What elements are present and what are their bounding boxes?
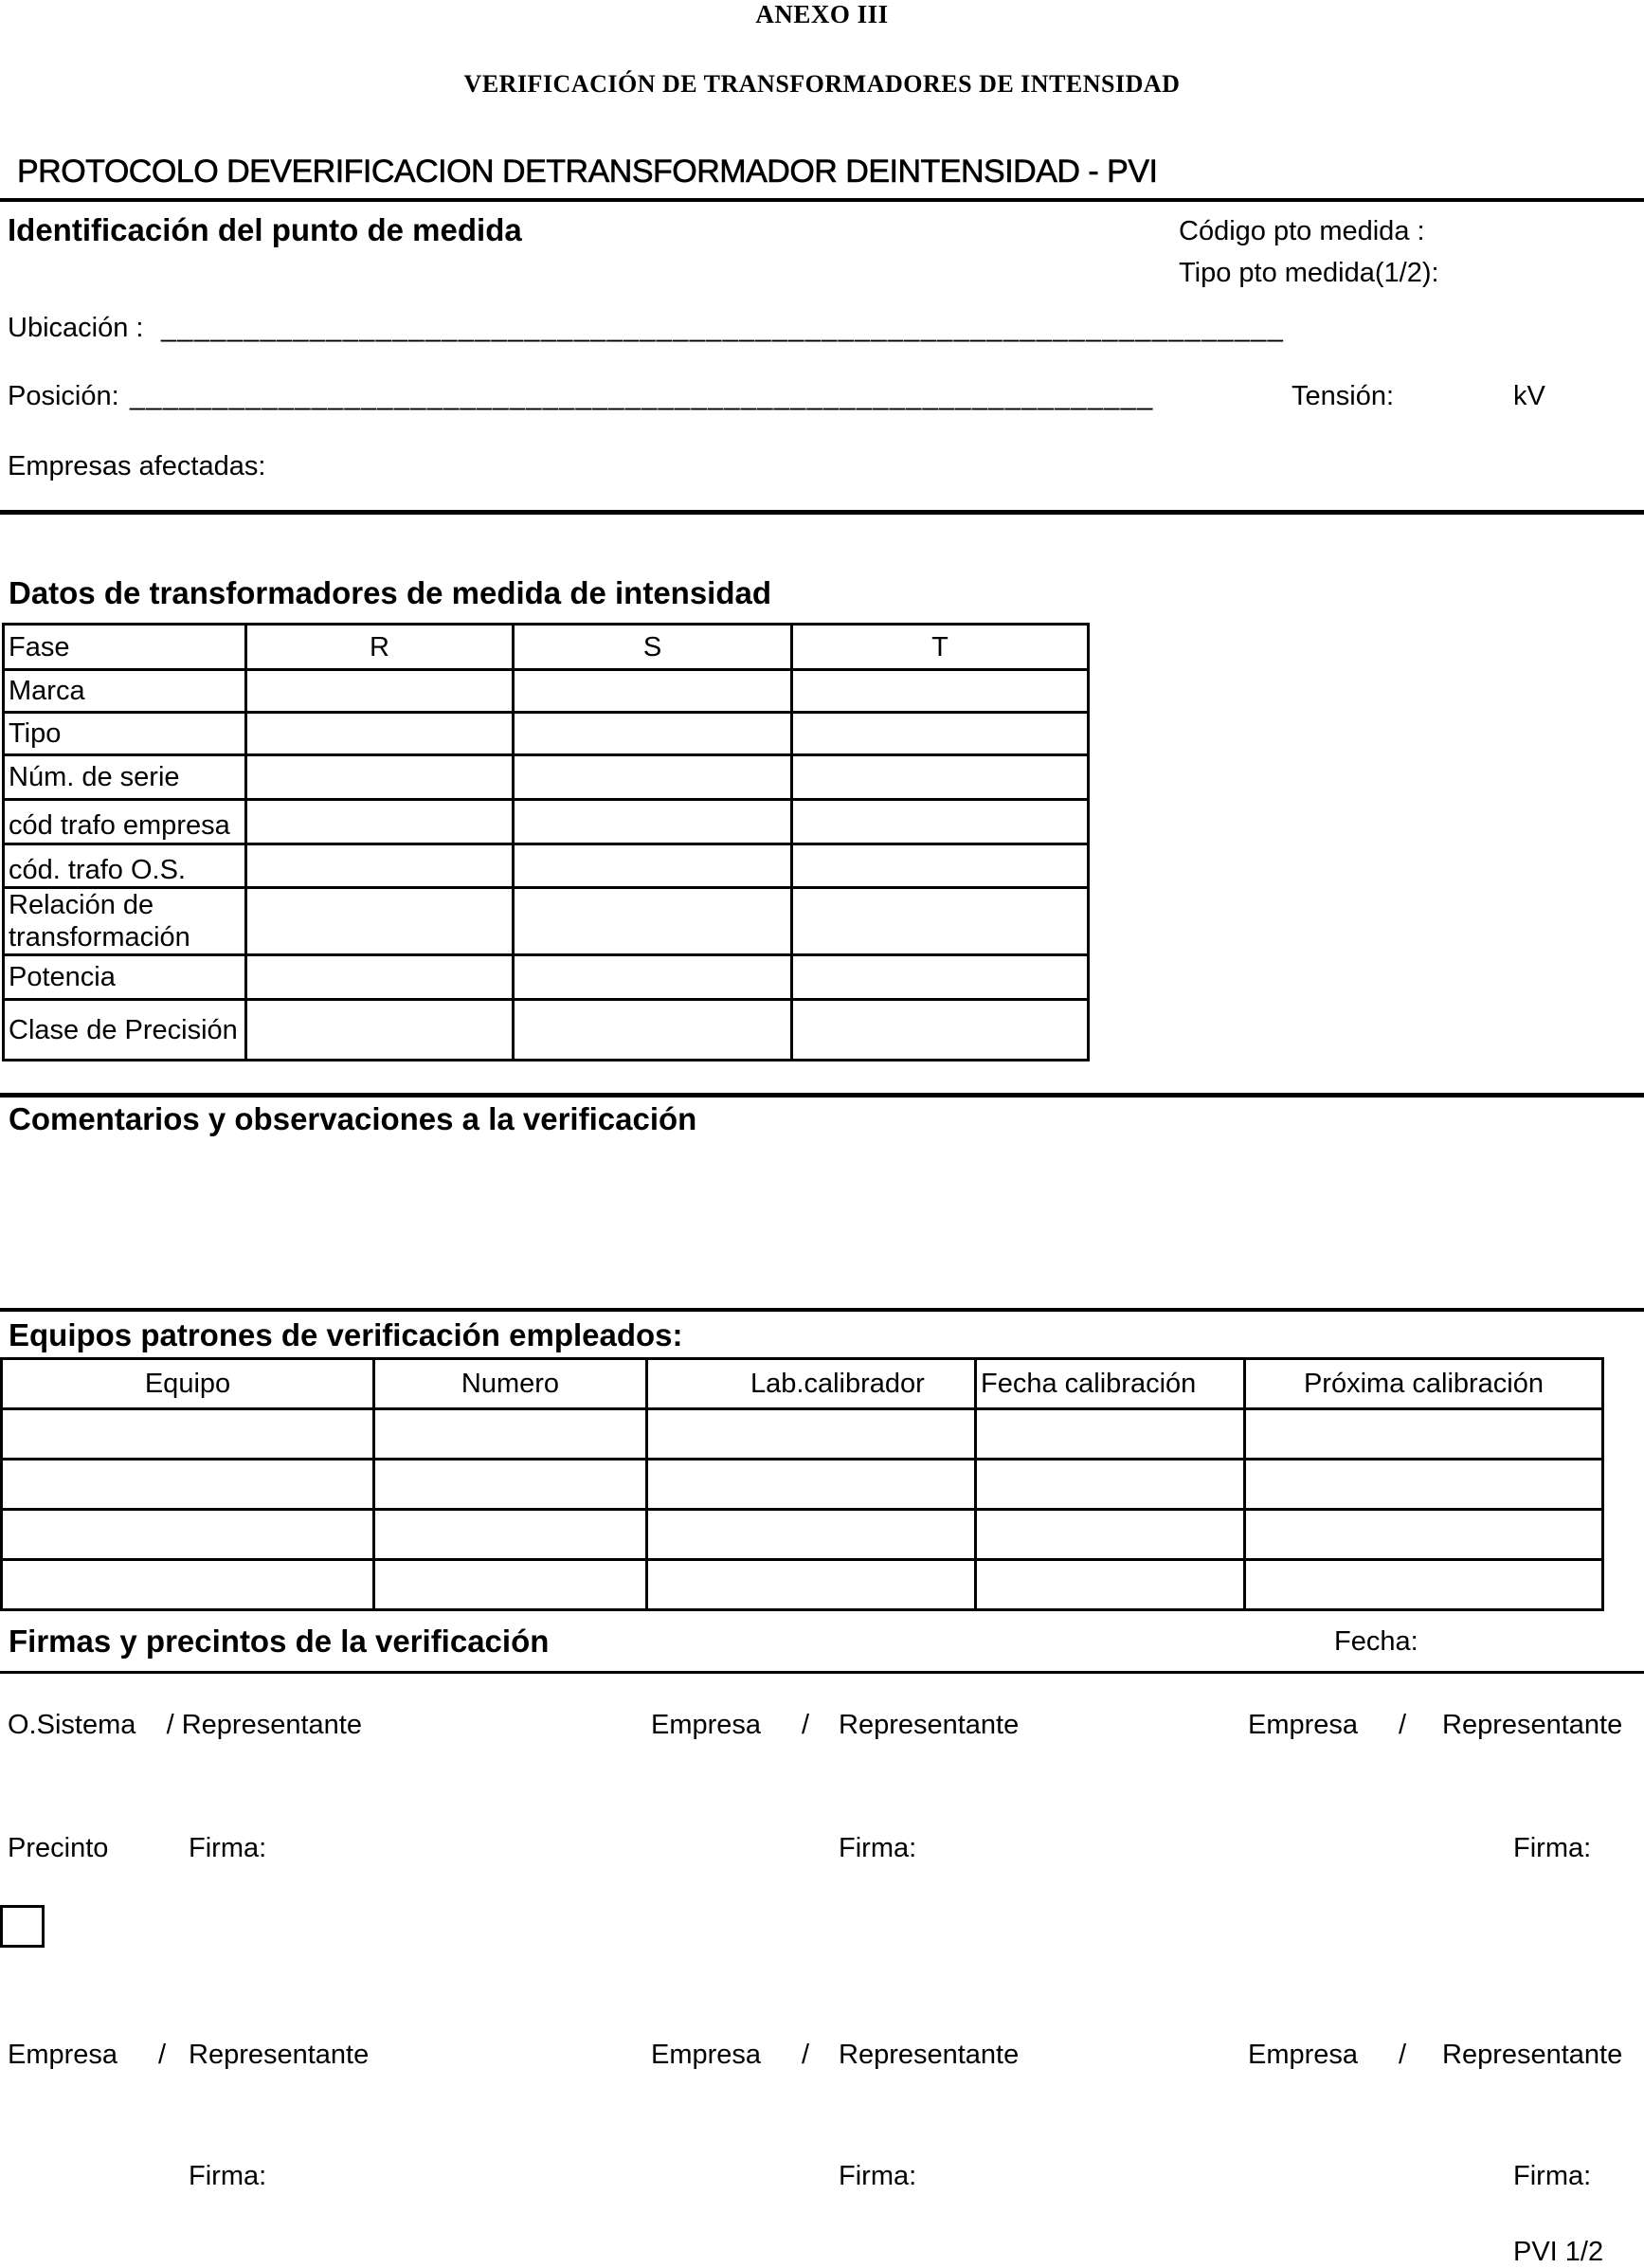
firma-label: Firma: [839,1833,917,1863]
signer-representante-label: Representante [839,1710,1020,1740]
cell-input[interactable] [246,713,514,755]
fecha-label: Fecha: [1334,1626,1418,1657]
divider [0,1308,1644,1312]
divider [0,1671,1644,1674]
cell-input[interactable] [2,1409,374,1460]
cell-input[interactable] [1245,1460,1603,1510]
cell-input[interactable] [246,1000,514,1061]
table-row [4,888,1089,955]
cell-input[interactable] [514,844,792,888]
ubicacion-label: Ubicación : [8,313,144,343]
cell-input[interactable] [374,1460,647,1510]
cell-input[interactable] [647,1510,976,1560]
signer-empresa-label: Empresa [8,2040,118,2070]
tipo-label: Tipo pto medida(1/2): [1179,258,1439,288]
comments-heading: Comentarios y observaciones a la verificación [9,1101,697,1136]
signer-os-representante: O.Sistema / Representante [8,1710,362,1740]
table-row [4,1000,1089,1061]
table-row [4,955,1089,1000]
signer-empresa-label: Empresa [1248,2040,1359,2070]
cell-input[interactable] [246,670,514,713]
signer-representante-label: Representante [1442,1710,1623,1740]
cell-input[interactable] [792,755,1089,800]
signer-empresa-label: Empresa [651,2040,762,2070]
column-header-fecha-calibracion: Fecha calibración [976,1359,1245,1409]
page-code: PVI 1/2 [1513,2237,1604,2267]
cell-input[interactable] [374,1510,647,1560]
table-row [4,670,1089,713]
column-header-numero: Numero [374,1359,647,1409]
cell-input[interactable] [246,844,514,888]
firma-label: Firma: [1513,1833,1592,1863]
cell-input[interactable] [976,1460,1245,1510]
cell-input[interactable] [246,955,514,1000]
row-label-potencia: Potencia [4,955,246,1000]
cell-input[interactable] [792,844,1089,888]
cell-input[interactable] [976,1560,1245,1610]
cell-input[interactable] [792,1000,1089,1061]
table-row [2,1560,1603,1610]
cell-input[interactable] [1245,1560,1603,1610]
empresas-label: Empresas afectadas: [8,451,266,481]
divider [0,198,1644,202]
row-label-clase-precision: Clase de Precisión [4,1000,246,1061]
cell-input[interactable] [647,1460,976,1510]
document-subtitle: VERIFICACIÓN DE TRANSFORMADORES DE INTENSIDAD [463,70,1181,98]
column-header-proxima-calibracion: Próxima calibración [1245,1359,1603,1409]
column-header-equipo: Equipo [2,1359,374,1409]
cell-input[interactable] [374,1409,647,1460]
cell-input[interactable] [1245,1510,1603,1560]
table-header-row [4,625,1089,670]
precinto-label: Precinto [8,1833,109,1863]
signer-empresa-label: Empresa [1248,1710,1359,1740]
cell-input[interactable] [647,1409,976,1460]
cell-input[interactable] [2,1510,374,1560]
row-label-tipo: Tipo [4,713,246,755]
table-row [4,800,1089,844]
cell-input[interactable] [792,800,1089,844]
cell-input[interactable] [514,670,792,713]
cell-input[interactable] [976,1510,1245,1560]
signer-representante-label: Representante [189,2040,370,2070]
column-header-s: S [514,625,792,670]
signer-empresa-label: Empresa [651,1710,762,1740]
firma-label: Firma: [189,2161,267,2191]
cell-input[interactable] [514,755,792,800]
cell-input[interactable] [246,755,514,800]
protocol-title: PROTOCOLO DEVERIFICACION DETRANSFORMADOR DEINTENSIDAD - PVI [17,154,1158,190]
cell-input[interactable] [1245,1409,1603,1460]
table-header-row [2,1359,1603,1409]
divider [0,1093,1644,1098]
cell-input[interactable] [792,955,1089,1000]
cell-input[interactable] [976,1409,1245,1460]
table-row [4,844,1089,888]
cell-input[interactable] [514,888,792,955]
signer-slash: / [1399,1710,1407,1740]
column-header-lab-calibrador: Lab.calibrador [647,1359,976,1409]
table-row [2,1409,1603,1460]
ubicacion-line[interactable]: ____________________________________________________________________ [161,313,1285,343]
firma-label: Firma: [839,2161,917,2191]
identification-heading: Identificación del punto de medida [8,212,522,247]
firma-label: Firma: [1513,2161,1592,2191]
posicion-line[interactable]: ______________________________________________________________ [130,381,1154,411]
cell-input[interactable] [246,888,514,955]
signer-representante-label: Representante [1442,2040,1623,2070]
table-row [4,713,1089,755]
row-label-relacion: Relación de transformación [4,888,246,955]
divider [0,510,1644,515]
row-label-cod-trafo-os: cód. trafo O.S. [4,844,246,888]
annex-title: ANEXO III [755,0,889,28]
signatures-heading: Firmas y precintos de la verificación [9,1624,550,1659]
tension-label: Tensión: [1292,381,1395,411]
cell-input[interactable] [792,713,1089,755]
row-label-marca: Marca [4,670,246,713]
posicion-label: Posición: [8,381,119,411]
cell-input[interactable] [647,1560,976,1610]
transformers-table [2,623,1090,1061]
signer-representante-label: Representante [839,2040,1020,2070]
tension-unit: kV [1513,381,1545,411]
cell-input[interactable] [792,888,1089,955]
codigo-label: Código pto medida : [1179,216,1425,246]
row-label-num-serie: Núm. de serie [4,755,246,800]
cell-input[interactable] [514,713,792,755]
column-header-fase: Fase [4,625,246,670]
cell-input[interactable] [514,800,792,844]
column-header-r: R [246,625,514,670]
signer-slash: / [802,2040,810,2070]
precinto-checkbox[interactable] [0,1905,45,1948]
comments-area[interactable] [0,1142,1644,1303]
table-row [2,1510,1603,1560]
transformers-heading: Datos de transformadores de medida de intensidad [9,575,772,610]
cell-input[interactable] [374,1560,647,1610]
cell-input[interactable] [2,1560,374,1610]
signer-slash: / [1399,2040,1407,2070]
cell-input[interactable] [514,955,792,1000]
signer-slash: / [802,1710,810,1740]
table-row [4,755,1089,800]
cell-input[interactable] [2,1460,374,1510]
equipment-table [0,1357,1604,1611]
signer-slash: / [158,2040,167,2070]
cell-input[interactable] [514,1000,792,1061]
cell-input[interactable] [246,800,514,844]
row-label-cod-trafo-empresa: cód trafo empresa [4,800,246,844]
table-row [2,1460,1603,1510]
equipment-heading: Equipos patrones de verificación empleados: [9,1317,683,1352]
column-header-t: T [792,625,1089,670]
firma-label: Firma: [189,1833,267,1863]
cell-input[interactable] [792,670,1089,713]
